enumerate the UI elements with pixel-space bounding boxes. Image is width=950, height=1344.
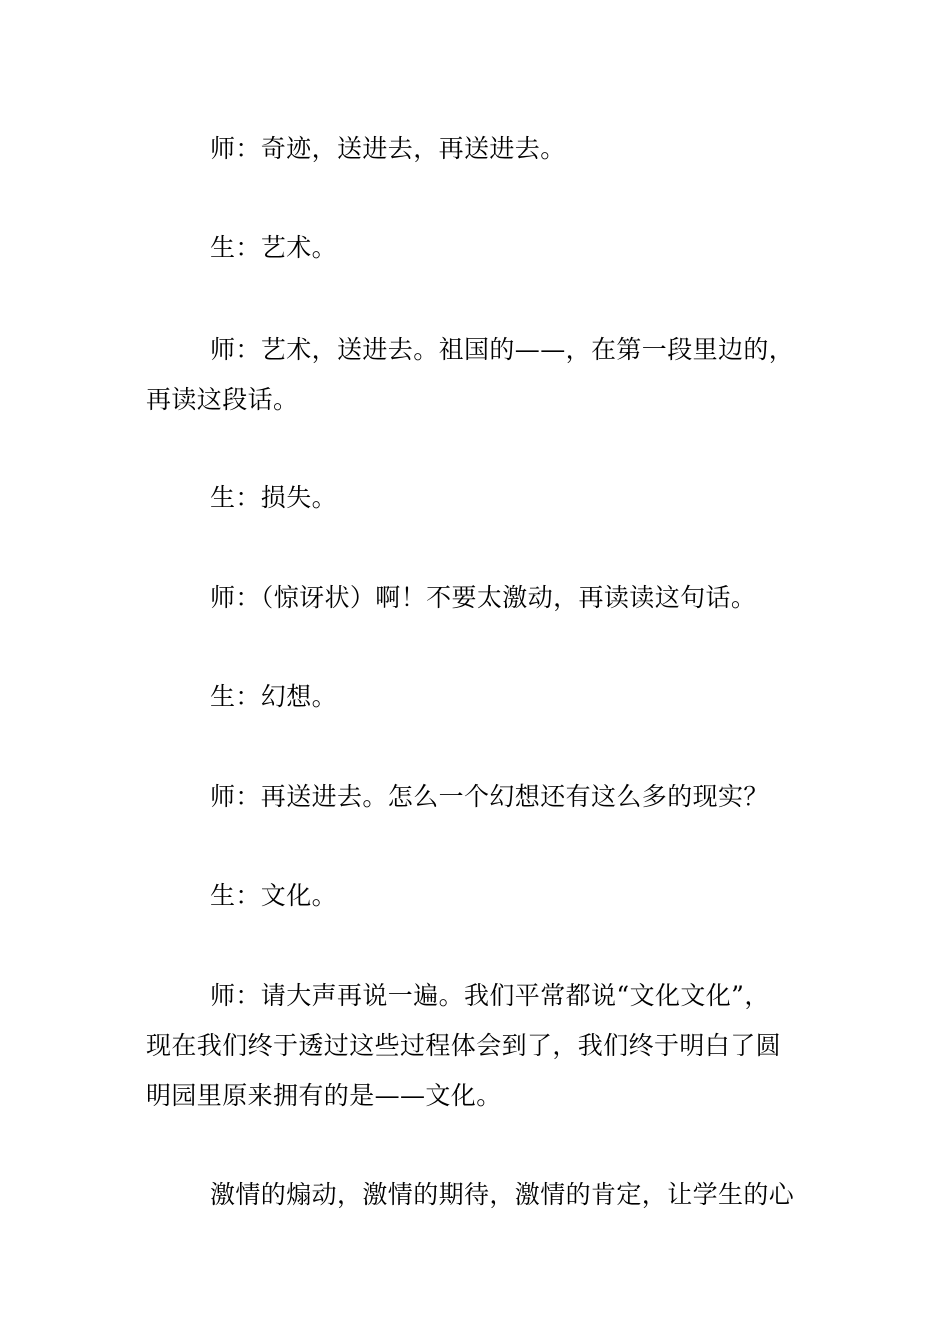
paragraph: 师：艺术，送进去。祖国的——，在第一段里边的， 再读这段话。 [146,335,795,414]
paragraph: 师：奇迹，送进去，再送进去。 [210,134,566,163]
paragraph: 生：文化。 [210,881,338,910]
paragraph: 激情的煽动，激情的期待，激情的肯定，让学生的心 [210,1180,795,1209]
paragraph: 生：幻想。 [210,682,338,711]
paragraph: 生：艺术。 [210,233,338,262]
paragraph: 师：（惊讶状）啊！不要太激动，再读读这句话。 [210,583,757,612]
paragraph: 师：请大声再说一遍。我们平常都说“文化文化”， 现在我们终于透过这些过程体会到了，我们终于明白了圆 明园里原来拥有的是——文化。 [146,981,782,1110]
paragraph: 师：再送进去。怎么一个幻想还有这么多的现实？ [210,782,769,811]
paragraph: 生：损失。 [210,483,338,512]
